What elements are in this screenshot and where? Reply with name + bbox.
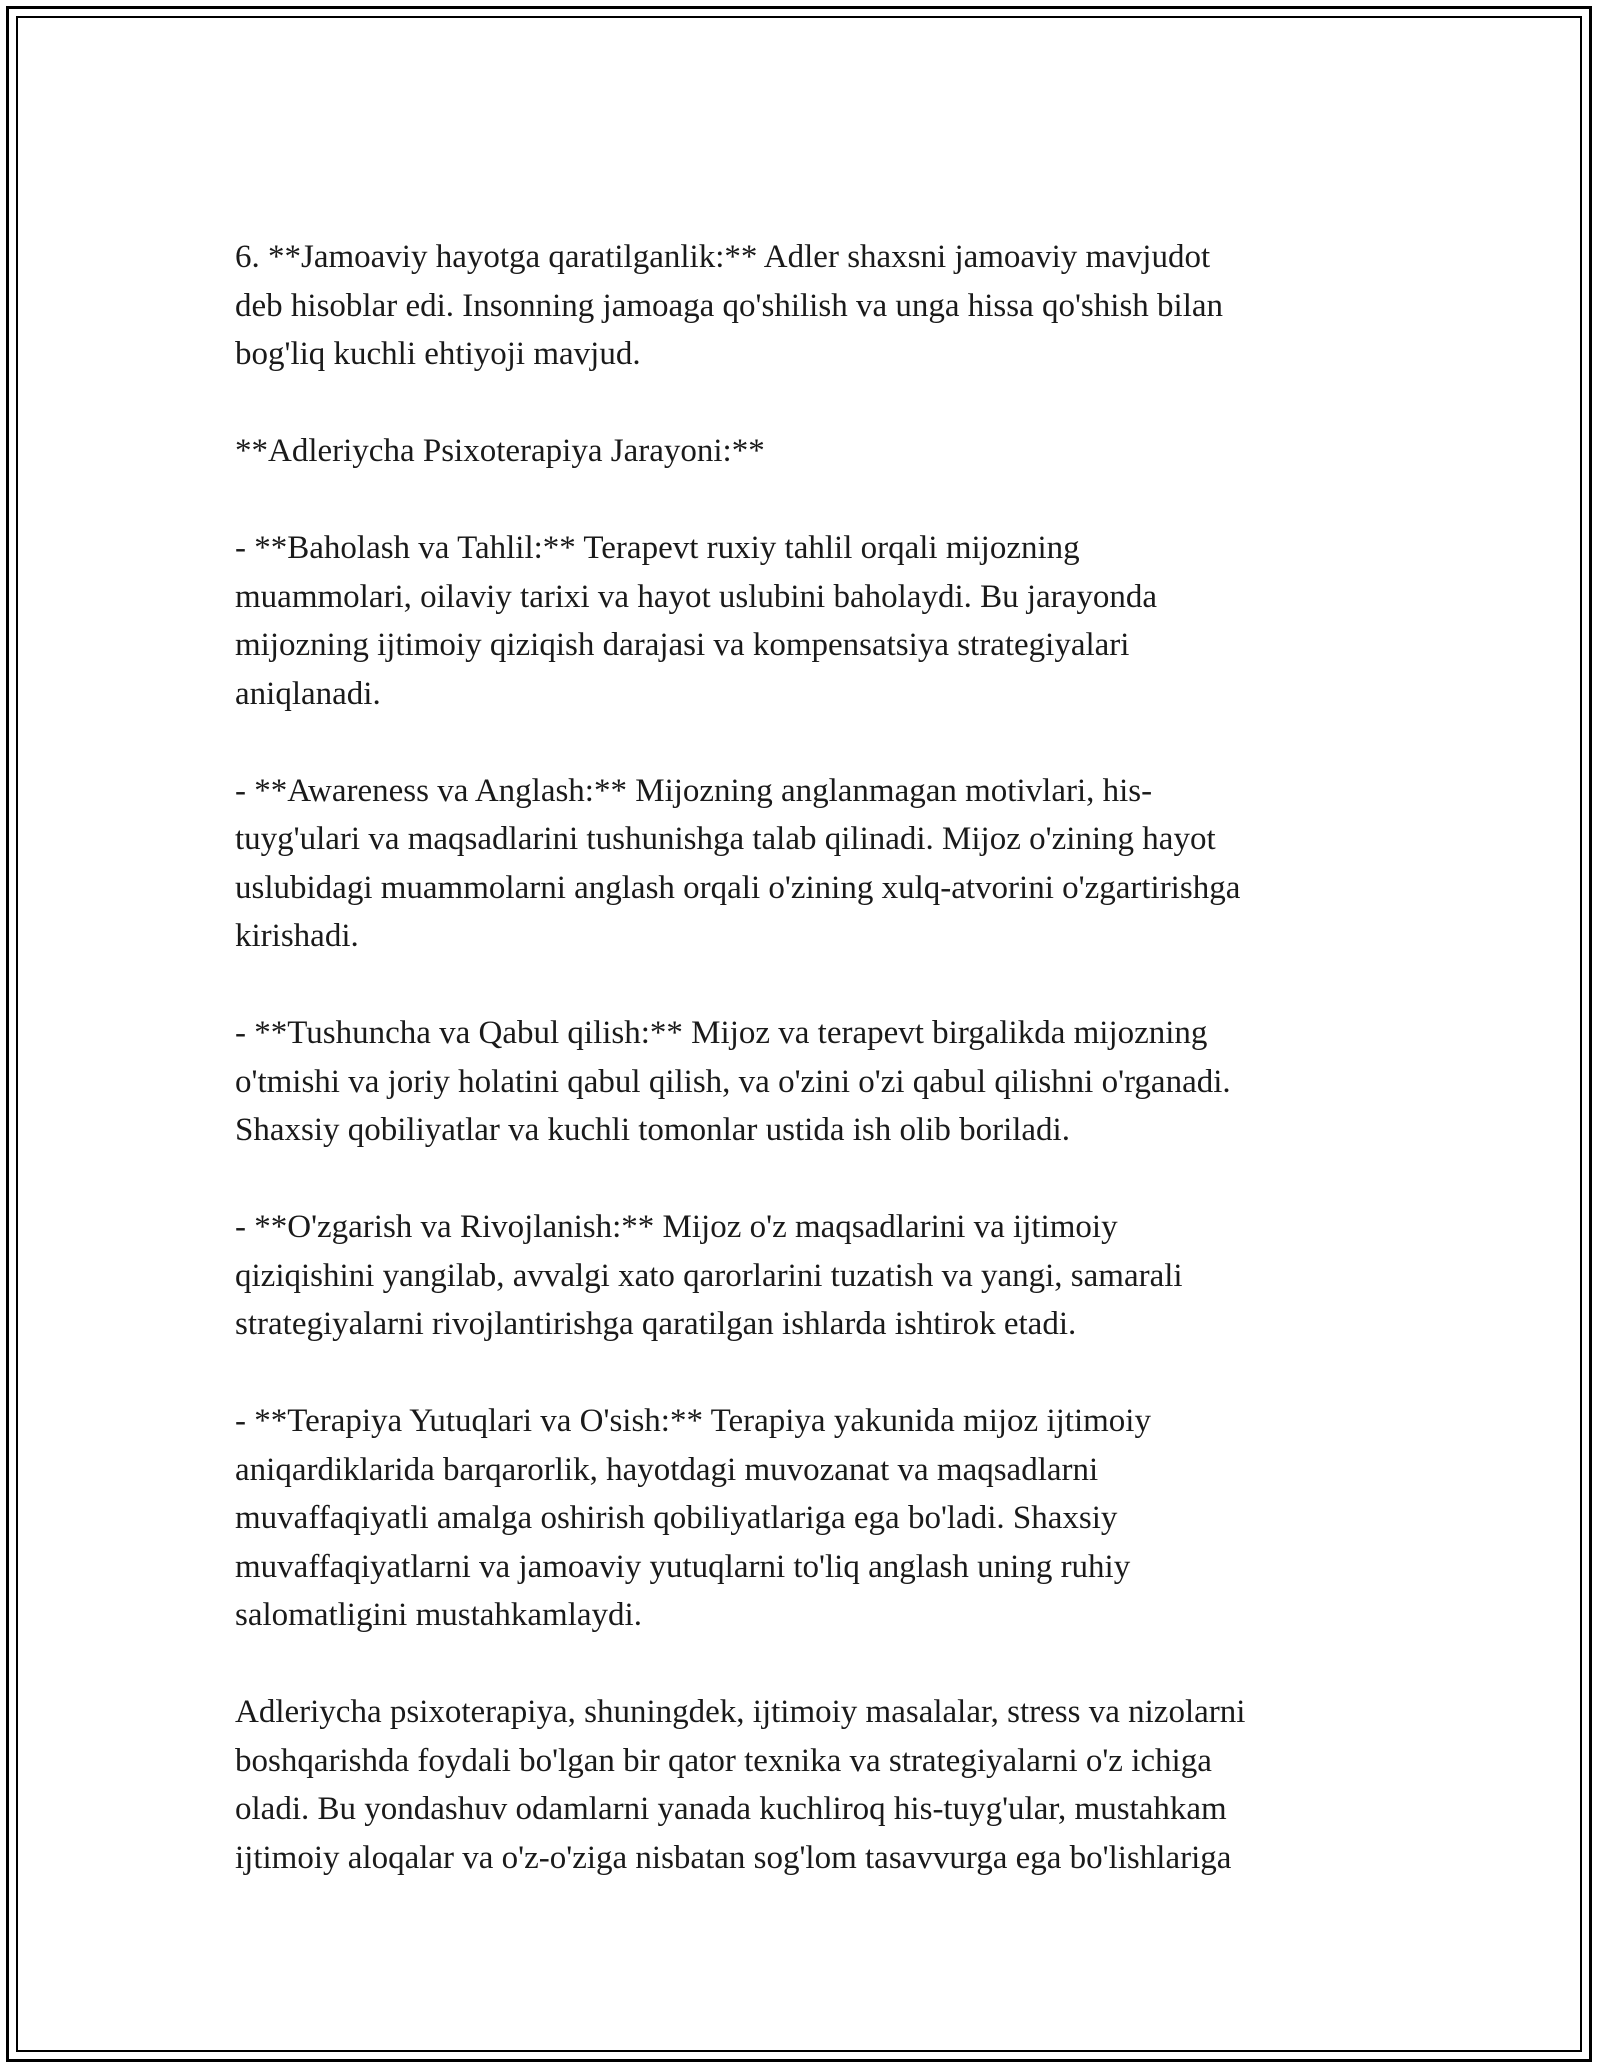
list-item-awareness: - **Awareness va Anglash:** Mijozning anglanmagan motivlari, his- tuyg'ulari va maqsadlarini tushunishga talab qilinadi. Mijoz o'zining hayot uslubidagi muammolarni anglash orqali o'zining xulq-atvorini o'zgartirishga kirishadi. — [235, 772, 1241, 954]
list-item-outcomes: - **Terapiya Yutuqlari va O'sish:** Terapiya yakunida mijoz ijtimoiy aniqardiklarida barqarorlik, hayotdagi muvozanat va maqsadlarni muvaffaqiyatli amalga oshirish qobiliyatlariga ega bo'ladi. Shaxsiy muvaffaqiyatlarni va jamoaviy yutuqlarni to'liq anglash uning ruhiy salomatligini mustahkamlaydi. — [235, 1403, 1151, 1633]
list-item-acceptance: - **Tushuncha va Qabul qilish:** Mijoz va terapevt birgalikda mijozning o'tmishi va joriy holatini qabul qilish, va o'zini o'zi qabul qilishni o'rganadi. Shaxsiy qobiliyatlar va kuchli tomonlar ustida ish olib boriladi. — [235, 1015, 1231, 1148]
section-heading-therapy-process: **Adleriycha Psixoterapiya Jarayoni:** — [235, 433, 765, 469]
list-item-change: - **O'zgarish va Rivojlanish:** Mijoz o'z maqsadlarini va ijtimoiy qiziqishini yangilab, avvalgi xato qarorlarini tuzatish va yangi, samarali strategiyalarni rivojlantirishga qaratilgan ishlarda ishtirok etadi. — [235, 1209, 1183, 1342]
paragraph-conclusion: Adleriycha psixoterapiya, shuningdek, ijtimoiy masalalar, stress va nizolarni boshqarishda foydali bo'lgan bir qator texnika va strategiyalarni o'z ichiga oladi. Bu yondashuv odamlarni yanada kuchliroq his-tuyg'ular, mustahkam ijtimoiy aloqalar va o'z-o'ziga nisbatan sog'lom tasavvurga ega bo'lishlariga — [235, 1694, 1246, 1876]
list-item-assessment: - **Baholash va Tahlil:** Terapevt ruxiy tahlil orqali mijozning muammolari, oilaviy tarixi va hayot uslubini baholaydi. Bu jarayonda mijozning ijtimoiy qiziqish darajasi va kompensatsiya strategiyalari aniqlanadi. — [235, 530, 1157, 712]
paragraph-community-orientation: 6. **Jamoaviy hayotga qaratilganlik:** Adler shaxsni jamoaviy mavjudot deb hisoblar edi. Insonning jamoaga qo'shilish va unga hissa qo'shish bilan bog'liq kuchli ehtiyoji mavjud. — [235, 239, 1224, 372]
document-body — [235, 233, 1375, 1882]
